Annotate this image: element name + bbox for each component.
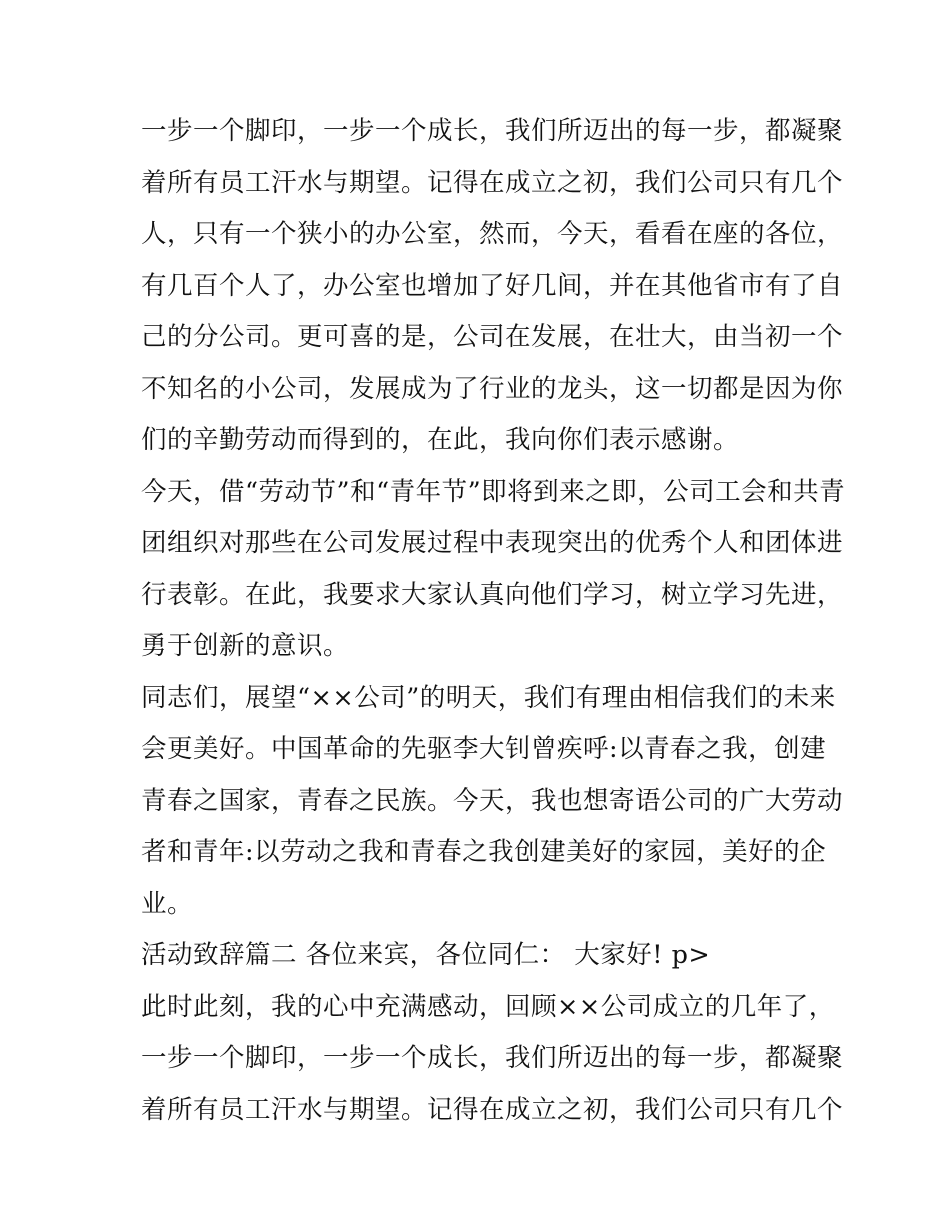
text-line: 有几百个人了，办公室也增加了好几间，并在其他省市有了自 (141, 270, 844, 301)
text-line: 者和青年:以劳动之我和青春之我创建美好的家园，美好的企 (141, 837, 827, 867)
text-line: 今天，借“劳动节”和“青年节”即将到来之即，公司工会和共青 (141, 476, 846, 507)
text-line: 己的分公司。更可喜的是，公司在发展，在壮大，由当初一个 (141, 322, 844, 352)
text-line: 人，只有一个狭小的办公室，然而，今天，看看在座的各位， (141, 219, 844, 249)
text-line: 业。 (141, 888, 194, 919)
text-line: 们的辛勤劳动而得到的，在此，我向你们表示感谢。 (141, 425, 740, 455)
text-line: 青春之国家，青春之民族。今天，我也想寄语公司的广大劳动 (141, 785, 844, 816)
text-line: 此时此刻，我的心中充满感动，回顾××公司成立的几年了， (141, 991, 835, 1022)
text-line: 不知名的小公司，发展成为了行业的龙头，这一切都是因为你 (141, 373, 844, 404)
text-line: 会更美好。中国革命的先驱李大钊曾疾呼:以青春之我，创建 (141, 734, 827, 764)
text-line: 着所有员工汗水与期望。记得在成立之初，我们公司只有几个 (141, 1094, 844, 1125)
text-line: 一步一个脚印，一步一个成长，我们所迈出的每一步，都凝聚 (141, 116, 844, 146)
text-line: 一步一个脚印，一步一个成长，我们所迈出的每一步，都凝聚 (141, 1043, 844, 1073)
section-heading-line: 活动致辞篇二 各位来宾，各位同仁： 大家好! p> (141, 940, 711, 970)
text-line: 勇于创新的意识。 (141, 631, 350, 661)
text-line: 行表彰。在此，我要求大家认真向他们学习，树立学习先进， (141, 579, 844, 610)
text-line: 团组织对那些在公司发展过程中表现突出的优秀个人和团体进 (141, 528, 844, 558)
text-line: 着所有员工汗水与期望。记得在成立之初，我们公司只有几个 (141, 167, 844, 198)
document-body (141, 106, 846, 1136)
text-line: 同志们，展望“××公司”的明天，我们有理由相信我们的未来 (141, 682, 836, 713)
